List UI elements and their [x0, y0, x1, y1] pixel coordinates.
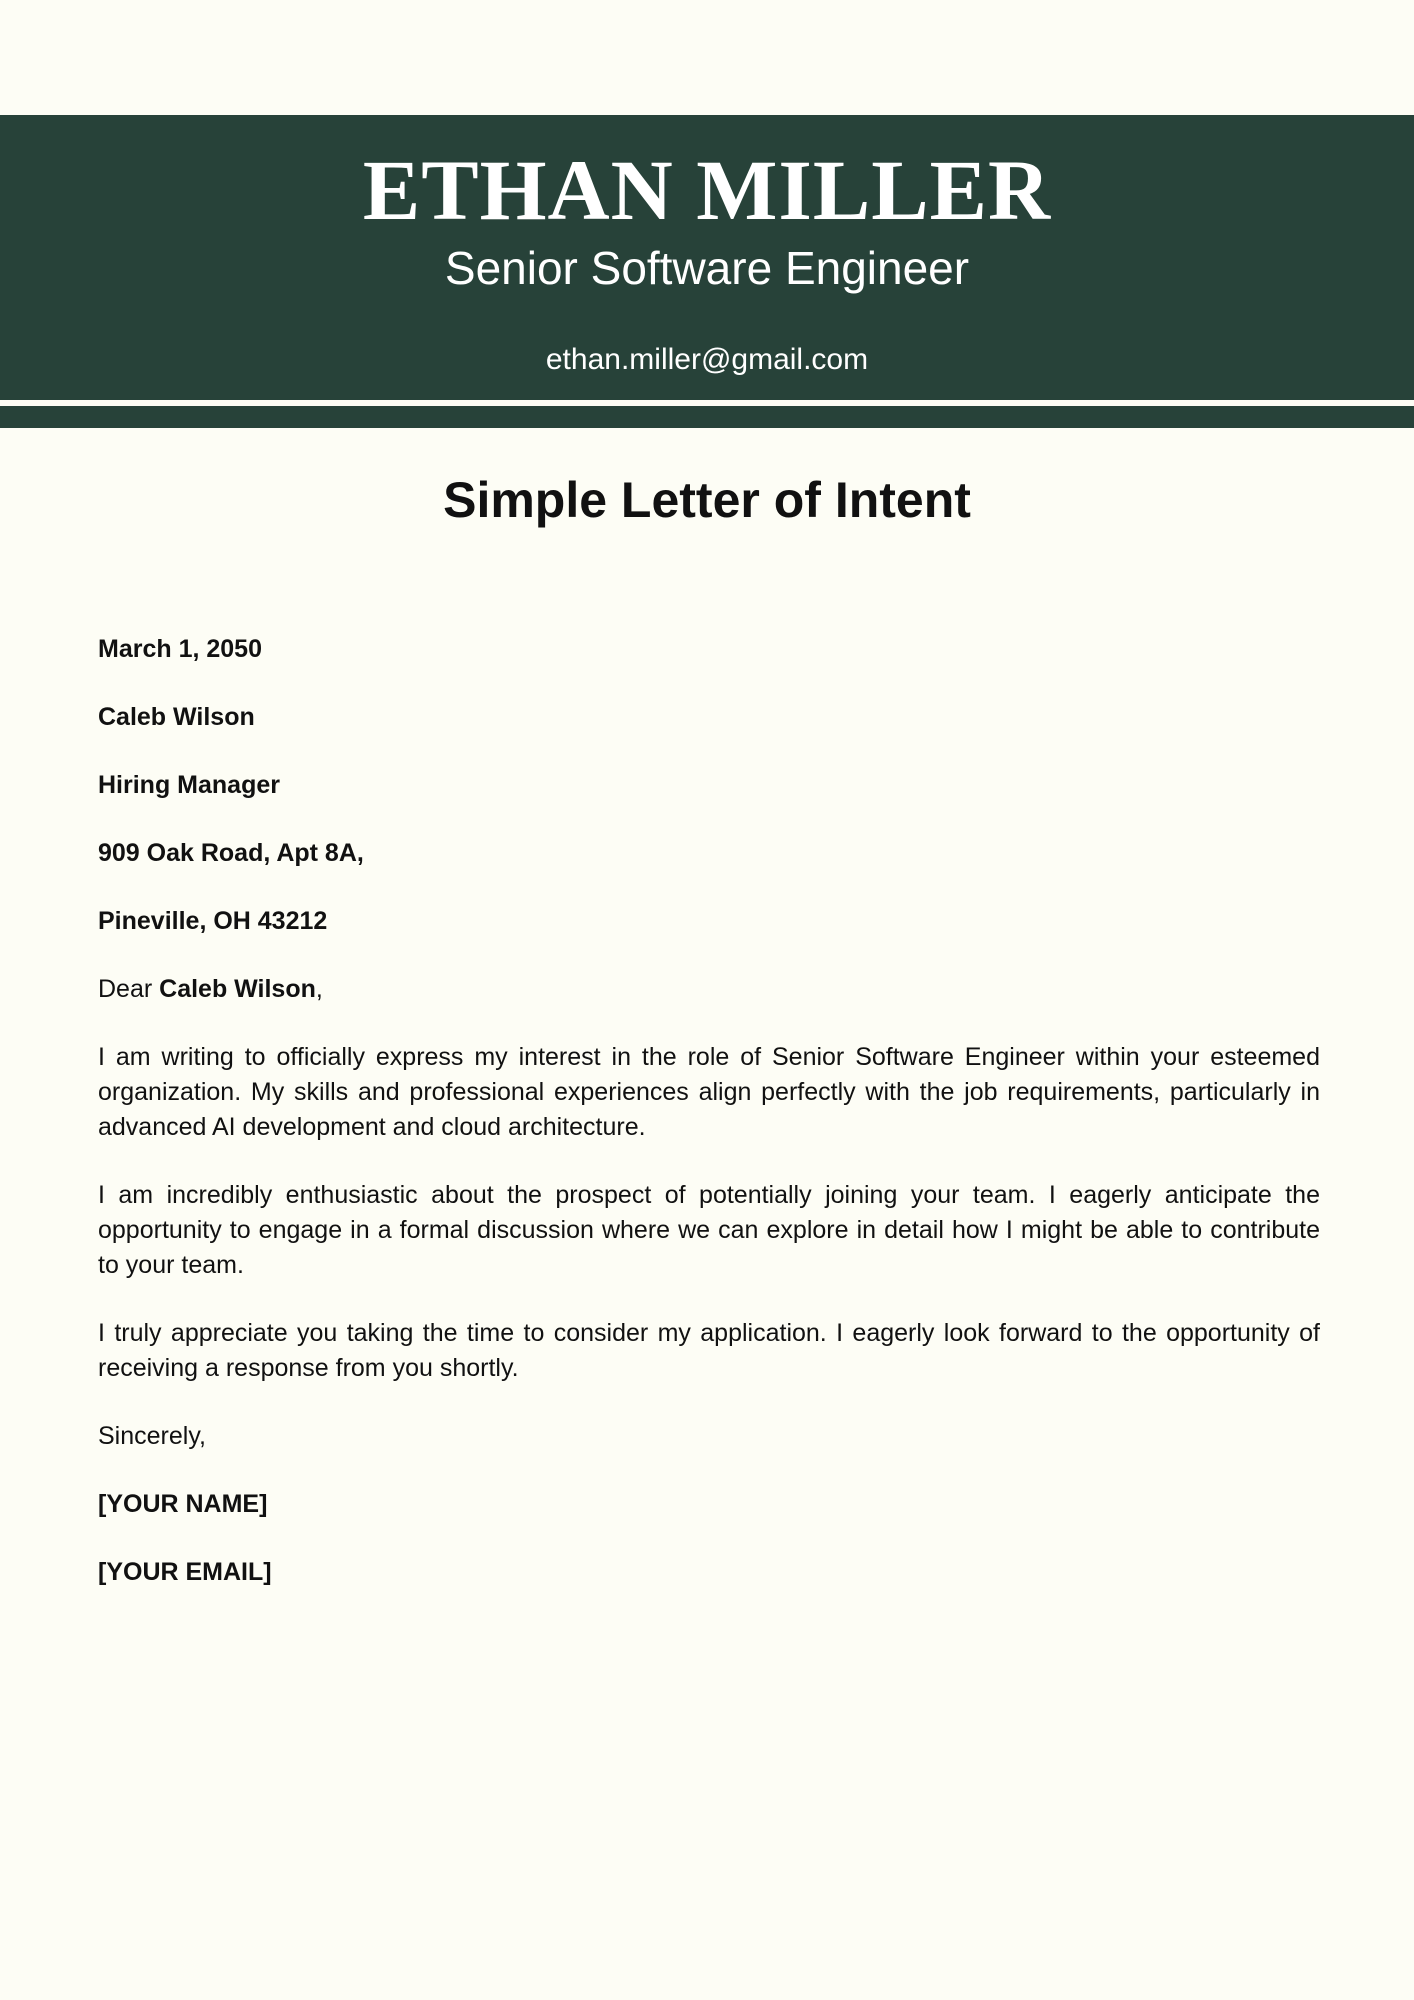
salutation	[98, 972, 1320, 1007]
recipient-address-line1: 909 Oak Road, Apt 8A,	[98, 839, 364, 867]
applicant-name: ETHAN MILLER	[362, 142, 1052, 238]
body-paragraph-3: I truly appreciate you taking the time to consider my application. I eagerly look forward to the opportunity of receiving a response from you shortly.	[98, 1319, 1320, 1382]
signature-email: [YOUR EMAIL]	[98, 1558, 272, 1586]
salutation-name: Caleb Wilson	[159, 975, 316, 1003]
document-title: Simple Letter of Intent	[443, 472, 971, 528]
signature-name: [YOUR NAME]	[98, 1490, 268, 1518]
recipient-title: Hiring Manager	[98, 771, 280, 799]
recipient-name: Caleb Wilson	[98, 703, 255, 731]
header-stripe	[0, 406, 1414, 428]
recipient-address-line2: Pineville, OH 43212	[98, 907, 328, 935]
closing: Sincerely,	[98, 1422, 206, 1450]
body-paragraph-1: I am writing to officially express my interest in the role of Senior Software Engineer within your esteemed organization. My skills and professional experiences align perfectly with the job requirements, particularly in advanced AI development and cloud architecture.	[98, 1043, 1320, 1141]
applicant-title: Senior Software Engineer	[444, 242, 970, 294]
body-paragraph-2: I am incredibly enthusiastic about the prospect of potentially joining your team. I eagerly anticipate the opportunity to engage in a formal discussion where we can explore in detail how I might be able to contribute to your team.	[98, 1181, 1320, 1279]
salutation-prefix: Dear	[98, 975, 160, 1003]
letter-date: March 1, 2050	[98, 635, 262, 663]
salutation-suffix: ,	[315, 975, 323, 1003]
applicant-email: ethan.miller@gmail.com	[545, 343, 869, 376]
letter-body	[98, 632, 1320, 1590]
